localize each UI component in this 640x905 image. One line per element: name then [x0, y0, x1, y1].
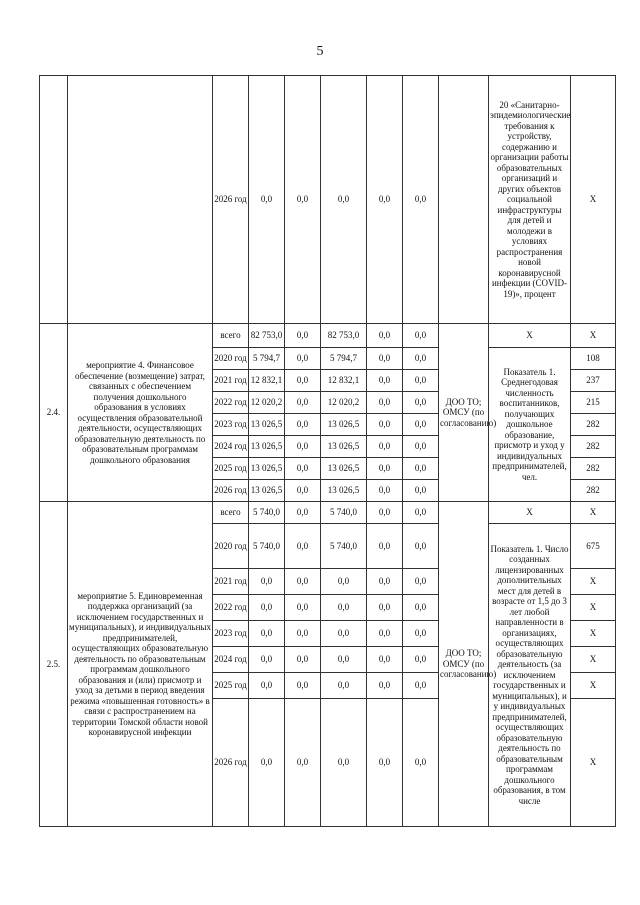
measure-number: 2.4.: [40, 324, 68, 502]
year-cell: 2020 год: [213, 524, 249, 569]
table-row: 2026 год 13 026,5 0,0 13 026,5 0,0 0,0 282: [40, 480, 616, 502]
page-number: 5: [316, 44, 324, 59]
target-cell: 282: [571, 480, 616, 502]
target-cell: 675: [571, 524, 616, 569]
year-cell: 2021 год: [213, 569, 249, 595]
target-cell: X: [571, 673, 616, 699]
table-row: 2026 год 0,0 0,0 0,0 0,0 0,0 20 «Санитарно-эпидемиологические требования к устройству, содержанию и организации работы образовательных организаций и других объектов социальной инфраструктуры для детей и молодежи в условиях распространения новой коронавирусной инфекции (COVID-19)», процент X: [40, 76, 616, 324]
table-row: 2024 год 0,0 0,0 0,0 0,0 0,0 X: [40, 647, 616, 673]
target-cell: X: [571, 502, 616, 524]
measure-2-4: [40, 324, 616, 502]
measure-name: мероприятие 4. Финансовое обеспечение (возмещение) затрат, связанных с обеспечением получения дошкольного образования в условиях осуществления образовательной деятельности, осуществляющих образовательную деятельность по образовательным программам дошкольного образования: [68, 324, 213, 502]
table-row: 2024 год 13 026,5 0,0 13 026,5 0,0 0,0 282: [40, 436, 616, 458]
table-row: 2020 год 5 740,0 0,0 5 740,0 0,0 0,0 Показатель 1. Число созданных лицензированных дополнительных мест для детей в возрасте от 1,5 до 3 лет любой направленности в организациях, осуществляющих образовательную деятельность (за исключением государственных и муниципальных), и у индивидуальных предпринимателей, осуществляющих образовательную деятельность по образовательным программам дошкольного образования, в том числе 675: [40, 524, 616, 569]
measure-number: 2.5.: [40, 502, 68, 827]
program-table: [39, 75, 616, 827]
year-cell: 2023 год: [213, 414, 249, 436]
year-cell: 2023 год: [213, 621, 249, 647]
indicator-total: X: [489, 502, 571, 524]
target-cell: 282: [571, 414, 616, 436]
year-cell: 2024 год: [213, 436, 249, 458]
target-cell: X: [571, 647, 616, 673]
target-cell: 108: [571, 348, 616, 370]
table-row: 2020 год 5 794,7 0,0 5 794,7 0,0 0,0 Показатель 1. Среднегодовая численность воспитанников, получающих дошкольное образование, присмотр и уход у индивидуальных предпринимателей, чел. 108: [40, 348, 616, 370]
table-row: 2.5. мероприятие 5. Единовременная поддержка организаций (за исключением государственных и муниципальных), и индивидуальных предпринимателей, осуществляющих образовательную деятельность по образовательным программам дошкольного образования и (или) присмотр и уход за детьми в период введения режима «повышенная готовность» в связи с распространением на территории Томской области новой коронавирусной инфекции всего 5 740,0 0,0 5 740,0 0,0 0,0 ДОО ТО; ОМСУ (по согласованию) X X: [40, 502, 616, 524]
year-cell: 2022 год: [213, 392, 249, 414]
indicator-text: Показатель 1. Число созданных лицензированных дополнительных мест для детей в возрасте от 1,5 до 3 лет любой направленности в организациях, осуществляющих образовательную деятельность (за исключением государственных и муниципальных), и у индивидуальных предпринимателей, осуществляющих образовательную деятельность по образовательным программам дошкольного образования, в том числе: [489, 524, 571, 827]
table-row: 2.4. мероприятие 4. Финансовое обеспечение (возмещение) затрат, связанных с обеспечением получения дошкольного образования в условиях осуществления образовательной деятельности, осуществляющих образовательную деятельность по образовательным программам дошкольного образования всего 82 753,0 0,0 82 753,0 0,0 0,0 ДОО ТО; ОМСУ (по согласованию) X X: [40, 324, 616, 348]
measure-2-5: [40, 502, 616, 827]
executor-cell: ДОО ТО; ОМСУ (по согласованию): [439, 324, 489, 502]
executor-cell: ДОО ТО; ОМСУ (по согласованию): [439, 502, 489, 827]
indicator-total: X: [489, 324, 571, 348]
year-cell: 2026 год: [213, 480, 249, 502]
target-cell: X: [571, 76, 616, 324]
target-cell: 282: [571, 436, 616, 458]
table-row: 2025 год 13 026,5 0,0 13 026,5 0,0 0,0 282: [40, 458, 616, 480]
table-row: 2021 год 0,0 0,0 0,0 0,0 0,0 X: [40, 569, 616, 595]
indicator-text: 20 «Санитарно-эпидемиологические требования к устройству, содержанию и организации работы образовательных организаций и других объектов социальной инфраструктуры для детей и молодежи в условиях распространения новой коронавирусной инфекции (COVID-19)», процент: [489, 76, 571, 324]
target-cell: X: [571, 324, 616, 348]
year-cell: 2026 год: [213, 76, 249, 324]
table-row: 2021 год 12 832,1 0,0 12 832,1 0,0 0,0 237: [40, 370, 616, 392]
table-row: 2025 год 0,0 0,0 0,0 0,0 0,0 X: [40, 673, 616, 699]
year-cell: 2024 год: [213, 647, 249, 673]
year-cell: 2022 год: [213, 595, 249, 621]
year-cell: 2025 год: [213, 673, 249, 699]
target-cell: X: [571, 621, 616, 647]
year-cell: 2020 год: [213, 348, 249, 370]
year-cell: 2025 год: [213, 458, 249, 480]
year-cell: всего: [213, 502, 249, 524]
target-cell: X: [571, 699, 616, 827]
target-cell: X: [571, 595, 616, 621]
table-row: 2023 год 0,0 0,0 0,0 0,0 0,0 X: [40, 621, 616, 647]
year-cell: 2026 год: [213, 699, 249, 827]
year-cell: всего: [213, 324, 249, 348]
target-cell: 237: [571, 370, 616, 392]
target-cell: 282: [571, 458, 616, 480]
table-row: 2022 год 12 020,2 0,0 12 020,2 0,0 0,0 215: [40, 392, 616, 414]
table-row: 2023 год 13 026,5 0,0 13 026,5 0,0 0,0 282: [40, 414, 616, 436]
year-cell: 2021 год: [213, 370, 249, 392]
measure-name: мероприятие 5. Единовременная поддержка организаций (за исключением государственных и муниципальных), и индивидуальных предпринимателей, осуществляющих образовательную деятельность по образовательным программам дошкольного образования и (или) присмотр и уход за детьми в период введения режима «повышенная готовность» в связи с распространением на территории Томской области новой коронавирусной инфекции: [68, 502, 213, 827]
table-row: 2026 год 0,0 0,0 0,0 0,0 0,0 X: [40, 699, 616, 827]
table-row: 2022 год 0,0 0,0 0,0 0,0 0,0 X: [40, 595, 616, 621]
target-cell: 215: [571, 392, 616, 414]
target-cell: X: [571, 569, 616, 595]
indicator-text: Показатель 1. Среднегодовая численность воспитанников, получающих дошкольное образование, присмотр и уход у индивидуальных предпринимателей, чел.: [489, 348, 571, 502]
